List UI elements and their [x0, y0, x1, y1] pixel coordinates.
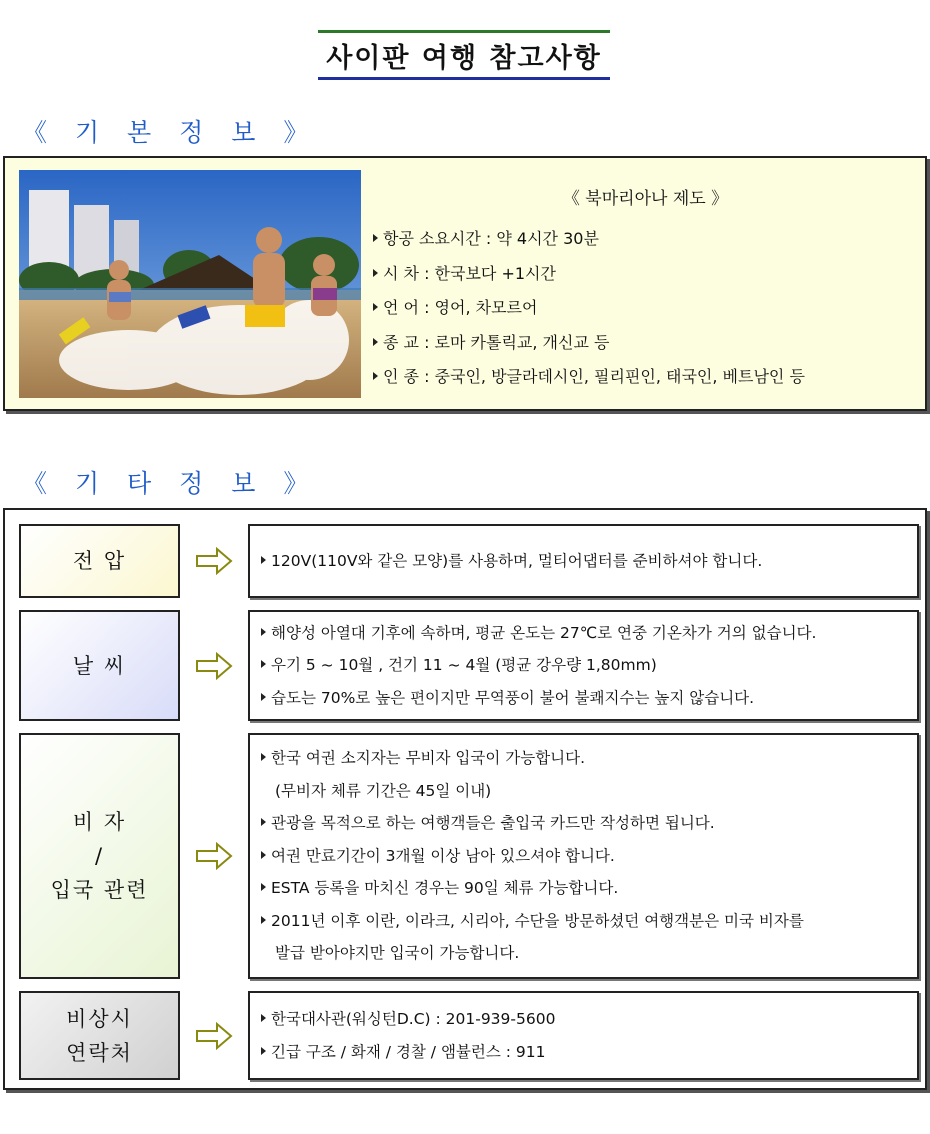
info-content-visa — [248, 733, 919, 979]
bullet-triangle-icon — [261, 851, 266, 859]
info-label-visa: 비 자 / 입국 관련 — [19, 733, 180, 979]
basic-info-box — [3, 156, 927, 411]
info-line — [261, 682, 917, 715]
basic-info-heading: 《 기 본 정 보 》 — [22, 118, 319, 147]
basic-info-text: 언 어 : 영어, 차모르어 — [383, 298, 538, 317]
basic-info-text: 인 종 : 중국인, 방글라데시인, 필리핀인, 태국인, 베트남인 등 — [383, 367, 805, 386]
bullet-triangle-icon — [261, 916, 266, 924]
info-row-emergency — [19, 991, 919, 1080]
info-line-text: 120V(110V와 같은 모양)를 사용하며, 멀티어댑터를 준비하셔야 합니다. — [271, 551, 763, 570]
bullet-triangle-icon — [373, 338, 378, 346]
bullet-triangle-icon — [373, 269, 378, 277]
bullet-triangle-icon — [261, 1047, 266, 1055]
info-content-weather — [248, 610, 919, 721]
other-info-heading: 《 기 타 정 보 》 — [22, 469, 319, 498]
info-line-text: 우기 5 ~ 10월 , 건기 11 ~ 4월 (평균 강우량 1,80mm) — [271, 656, 657, 675]
region-title: 《 북마리아나 제도 》 — [562, 189, 729, 209]
bullet-triangle-icon — [261, 660, 266, 668]
right-arrow-icon — [195, 652, 233, 680]
info-line-text: 한국대사관(워싱턴D.C) : 201-939-5600 — [271, 1010, 556, 1028]
info-line — [261, 1036, 917, 1069]
info-label-emergency: 비상시 연락처 — [19, 991, 180, 1080]
info-content-voltage — [248, 524, 919, 598]
info-row-weather — [19, 610, 919, 721]
basic-info-list — [373, 222, 805, 395]
info-line — [261, 545, 917, 578]
info-line — [261, 840, 917, 873]
right-arrow-icon — [195, 842, 233, 870]
page-title-box — [318, 30, 610, 80]
basic-info-text: 종 교 : 로마 카톨릭교, 개신교 등 — [383, 332, 610, 352]
basic-info-item — [373, 291, 805, 326]
info-line-text: 긴급 구조 / 화재 / 경찰 / 앰뷸런스 : 911 — [271, 1042, 546, 1061]
info-line — [261, 649, 917, 682]
info-line-text: 해양성 아열대 기후에 속하며, 평균 온도는 27℃로 연중 기온차가 거의 없습니다. — [271, 623, 817, 642]
basic-info-item — [373, 257, 805, 292]
info-label-voltage: 전 압 — [19, 524, 180, 598]
info-line — [261, 872, 917, 905]
bullet-triangle-icon — [261, 818, 266, 826]
other-info-box — [3, 508, 927, 1090]
bullet-triangle-icon — [261, 883, 266, 891]
bullet-triangle-icon — [261, 693, 266, 701]
info-line-text: (무비자 체류 기간은 45일 이내) — [275, 781, 492, 800]
info-row-visa — [19, 733, 919, 979]
info-line-text: 여권 만료기간이 3개월 이상 남아 있으셔야 합니다. — [271, 846, 615, 865]
info-line-text: 발급 받아야지만 입국이 가능합니다. — [275, 944, 520, 963]
basic-info-text: 시 차 : 한국보다 +1시간 — [383, 263, 556, 283]
info-row-voltage — [19, 524, 919, 598]
info-line-text: 습도는 70%로 높은 편이지만 무역풍이 불어 불쾌지수는 높지 않습니다. — [271, 688, 755, 707]
bullet-triangle-icon — [373, 234, 378, 242]
bullet-triangle-icon — [373, 372, 378, 380]
bullet-triangle-icon — [261, 753, 266, 761]
info-line-text: 한국 여권 소지자는 무비자 입국이 가능합니다. — [271, 749, 586, 768]
info-line-text: 관광을 목적으로 하는 여행객들은 출입국 카드만 작성하면 됩니다. — [271, 814, 715, 833]
basic-info-item — [373, 360, 805, 395]
info-line — [261, 937, 917, 970]
right-arrow-icon — [195, 547, 233, 575]
info-label-weather: 날 씨 — [19, 610, 180, 721]
bullet-triangle-icon — [261, 628, 266, 636]
info-line — [261, 742, 917, 775]
info-line-text: ESTA 등록을 마치신 경우는 90일 체류 가능합니다. — [271, 879, 619, 898]
basic-info-item — [373, 326, 805, 361]
bullet-triangle-icon — [261, 556, 266, 564]
info-line — [261, 617, 917, 650]
right-arrow-icon — [195, 1022, 233, 1050]
info-line — [261, 905, 917, 938]
info-content-emergency — [248, 991, 919, 1080]
info-line — [261, 1003, 917, 1036]
basic-info-item — [373, 222, 805, 257]
page-title: 사이판 여행 참고사항 — [326, 42, 602, 74]
info-line-text: 2011년 이후 이란, 이라크, 시리아, 수단을 방문하셨던 여행객분은 미국 비자를 — [271, 911, 804, 930]
beach-photo — [19, 170, 361, 398]
info-line — [261, 775, 917, 808]
basic-info-text: 항공 소요시간 : 약 4시간 30분 — [383, 229, 599, 248]
bullet-triangle-icon — [373, 303, 378, 311]
bullet-triangle-icon — [261, 1014, 266, 1022]
info-line — [261, 807, 917, 840]
